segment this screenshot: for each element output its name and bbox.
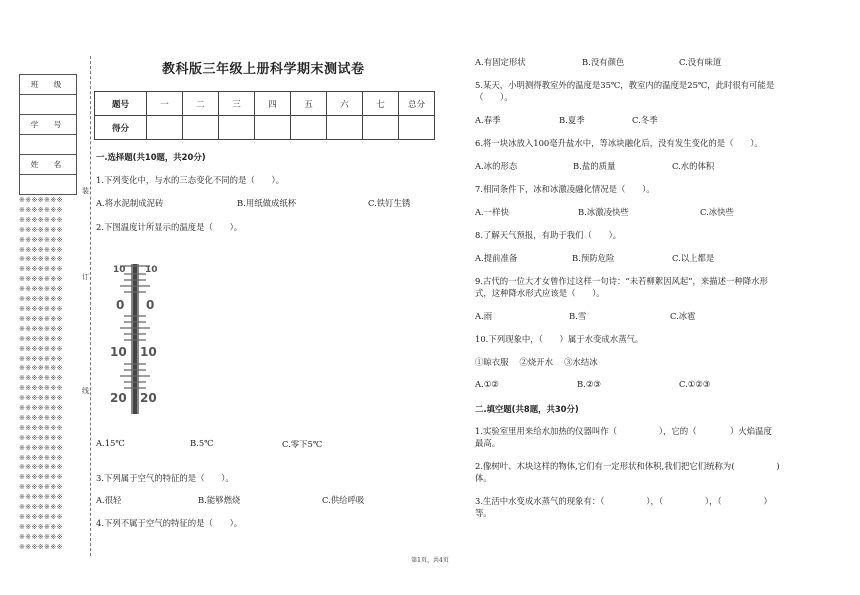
thermo-label-twenty-right: 20	[140, 391, 157, 405]
thermo-label-ten: 10	[110, 345, 127, 359]
section2-heading: 二.填空题(共8题，共30分)	[475, 404, 579, 414]
page-footer: 第1页，共4页	[411, 557, 449, 564]
q9-option-c: C.冰雹	[670, 311, 696, 321]
q3-option-a: A.很轻	[96, 495, 122, 505]
score-entry-cell[interactable]	[363, 116, 399, 140]
thermometer-image	[110, 264, 160, 414]
score-table	[94, 91, 435, 140]
score-entry-cell[interactable]	[183, 116, 219, 140]
q5-stem-line1: 5.某天，小明测得教室外的温度是35℃，教室内的温度是25℃，此时很有可能是	[475, 80, 775, 90]
q6-option-c: C.水的体积	[672, 161, 715, 171]
q8-option-a: A.提前准备	[475, 253, 518, 263]
fill-q2-line2: 体。	[475, 473, 492, 483]
q9-stem-line1: 9.古代的一位大才女曾作过这样一句诗：“未若柳絮因风起”，来描述一种降水形	[475, 276, 768, 286]
q6-option-a: A.冰的形态	[475, 161, 518, 171]
score-cell-header: 二	[183, 92, 219, 116]
q7-option-a: A.一样快	[475, 207, 509, 217]
binding-dashed-line	[90, 56, 91, 556]
thermo-label-top: 10	[113, 265, 126, 275]
fill-q1-line2: 最高。	[475, 438, 501, 448]
score-entry-cell[interactable]	[147, 116, 183, 140]
q5-option-a: A.春季	[475, 115, 501, 125]
q3-stem: 3.下列属于空气的特征的是（ ）。	[96, 473, 234, 483]
class-label: 班 级	[20, 75, 77, 95]
score-entry-cell[interactable]	[219, 116, 255, 140]
q10-items: ①晾衣服 ②烧开水 ③水结冰	[475, 357, 598, 367]
score-entry-cell[interactable]	[399, 116, 435, 140]
score-cell-header: 五	[291, 92, 327, 116]
score-cell-header: 一	[147, 92, 183, 116]
student-info-table	[19, 74, 77, 195]
score-cell-header: 七	[363, 92, 399, 116]
score-cell-header: 三	[219, 92, 255, 116]
score-cell-header: 题号	[95, 92, 147, 116]
q10-stem: 10.下列现象中，（ ）属于水变成水蒸气。	[475, 334, 644, 344]
q7-option-b: B.冰激凌快些	[578, 207, 629, 217]
q1-option-a: A.将水泥制成泥砖	[96, 198, 164, 208]
q10-option-a: A.①②	[475, 379, 499, 389]
thermo-label-zero: 0	[116, 298, 125, 312]
score-cell-header: 六	[327, 92, 363, 116]
section1-heading: 一.选择题(共10题，共20分)	[96, 152, 206, 162]
q5-option-b: B.夏季	[559, 115, 585, 125]
q7-stem: 7.相同条件下，冰和冰激凌融化情况是（ ）。	[475, 184, 655, 194]
score-table-score-row	[95, 116, 435, 140]
thermo-label-zero-right: 0	[146, 298, 155, 312]
q2-option-c: C.零下5℃	[282, 439, 323, 449]
fill-q2-line1: 2.像树叶、木块这样的物体,它们有一定形状和体积,我们把它们统称为( )	[475, 461, 780, 471]
q3-option-c: C.供给呼吸	[322, 495, 365, 505]
binding-char-zhuang: 装	[82, 187, 89, 195]
q1-stem: 1.下列变化中，与水的三态变化不同的是（ ）。	[96, 175, 285, 185]
q6-stem: 6.将一块冰放入100毫升盐水中，等冰块融化后，没有发生变化的是（ ）。	[475, 138, 763, 148]
binding-char-xian: 线	[82, 387, 89, 395]
q4-stem: 4.下列不属于空气的特征的是（ ）。	[96, 518, 243, 528]
q7-option-c: C.冰快些	[700, 207, 734, 217]
q4-option-b: B.没有颜色	[582, 57, 625, 67]
q5-stem-line2: （ ）。	[475, 92, 513, 102]
fill-q3-line2: 等。	[475, 508, 492, 518]
q10-option-c: C.①②③	[679, 379, 711, 389]
q8-option-b: B.预防危险	[572, 253, 615, 263]
q8-option-c: C.以上都是	[672, 253, 715, 263]
q5-option-c: C.冬季	[632, 115, 658, 125]
fill-q3-line1: 3.生活中水变成水蒸气的现象有：（ ），（ ），（ ）	[475, 496, 772, 506]
q8-stem: 8.了解天气预报，有助于我们（ ）。	[475, 230, 622, 240]
thermo-label-top-right: 10	[145, 265, 158, 275]
q2-option-b: B.5℃	[190, 438, 214, 448]
student-id-field[interactable]	[20, 135, 77, 155]
q6-option-b: B.盐的质量	[573, 161, 616, 171]
thermo-label-twenty: 20	[110, 391, 127, 405]
student-id-label: 学 号	[20, 115, 77, 135]
q9-option-b: B.雪	[569, 311, 587, 321]
score-cell-header: 总分	[399, 92, 435, 116]
q10-option-b: B.②③	[577, 379, 601, 389]
thermo-label-ten-right: 10	[140, 345, 157, 359]
q3-option-b: B.能够燃烧	[198, 495, 241, 505]
q2-stem: 2.下图温度计所显示的温度是（ ）。	[96, 222, 243, 232]
score-entry-cell[interactable]	[255, 116, 291, 140]
q2-option-a: A.15℃	[96, 438, 125, 448]
binding-star-pattern: ※※※※※※※ ※※※※※※※ ※※※※※※※ ※※※※※※※ ※※※※※※※ ※※※※※※※ ※※※※※※※ ※※※※※※※ ※※※※※※※ ※※※※※※※ ※※※※※※※ ※※※※※※※ ※※※※※※※ ※※※※※※※ ※※※※※※※ ※※※※※※※ ※※※※※※※ ※※※※※※※ ※※※※※※※ ※※※※※※※ ※※※※※※※ ※※※※※※※ ※※※※※※※ ※※※※※※※ ※※※※※※※ ※※※※※※※ ※※※※※※※ ※※※※※※※ ※※※※※※※ ※※※※※※※ ※※※※※※※ ※※※※※※※ ※※※※※※※ ※※※※※※※ ※※※※※※※ ※※※※※※※	[19, 196, 63, 551]
q1-option-b: B.用纸做成纸杯	[237, 198, 297, 208]
q1-option-c: C.铁钉生锈	[368, 198, 411, 208]
class-field[interactable]	[20, 95, 77, 115]
name-label: 姓 名	[20, 155, 77, 175]
score-entry-cell[interactable]	[327, 116, 363, 140]
fill-q1-line1: 1.实验室里用来给水加热的仪器叫作（ ），它的（ ）火焰温度	[475, 426, 772, 436]
q9-stem-line2: 式，这种降水形式应该是（ ）。	[475, 288, 605, 298]
q4-option-c: C.没有味道	[679, 57, 722, 67]
q4-option-a: A.有固定形状	[475, 57, 526, 67]
name-field[interactable]	[20, 175, 77, 195]
score-cell-header: 四	[255, 92, 291, 116]
score-entry-cell[interactable]	[291, 116, 327, 140]
q9-option-a: A.雨	[475, 311, 493, 321]
score-table-header-row	[95, 92, 435, 116]
exam-title: 教科版三年级上册科学期末测试卷	[162, 62, 365, 77]
binding-char-ding: 订	[82, 273, 89, 281]
score-row-label: 得分	[95, 116, 147, 140]
